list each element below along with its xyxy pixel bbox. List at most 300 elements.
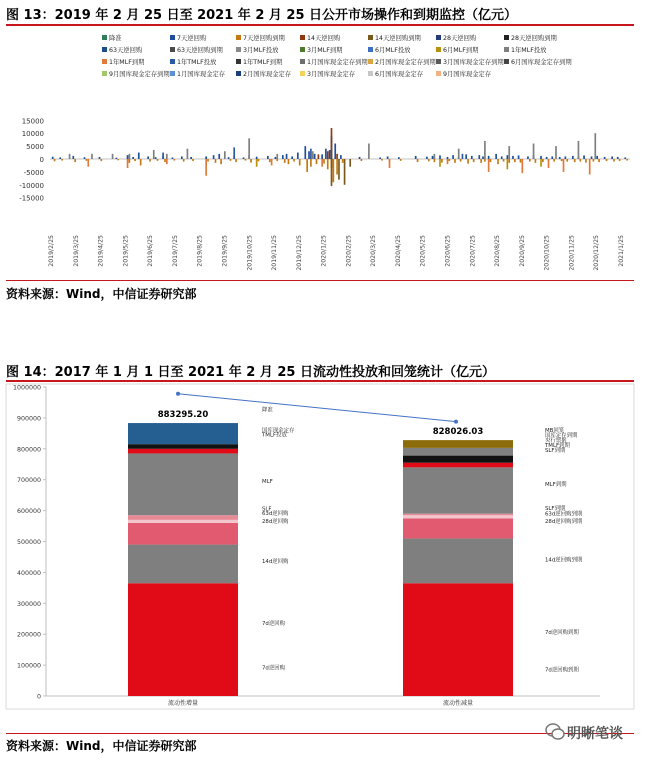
annotation-right: 7d逆回购到期 <box>545 630 579 637</box>
bar-7天逆回购 <box>501 156 503 159</box>
bar-7天逆回购 <box>478 155 480 159</box>
x-tick-label: 2019/3/25 <box>72 235 80 267</box>
legend-label: 7天逆回购 <box>177 35 207 42</box>
bar-7天逆回购 <box>604 157 606 159</box>
bar-7天逆回购 <box>559 157 561 159</box>
x-tick-label: 2019/8/25 <box>196 235 204 267</box>
bar-6月MLF到期 <box>507 159 509 169</box>
annotation-right: SLF到期 <box>545 505 566 512</box>
annotation-right: 国库定存到期 <box>545 433 578 440</box>
bar-7天逆回购 <box>591 156 593 159</box>
bar-7天逆回购到期 <box>613 159 615 162</box>
legend-swatch <box>368 59 373 64</box>
bar-7天逆回购到期 <box>192 159 194 161</box>
bar-7天逆回购到期 <box>598 159 600 162</box>
bar-7天逆回购到期 <box>164 159 166 162</box>
figure-14-bars <box>128 392 513 707</box>
bar-7天逆回购 <box>527 156 529 159</box>
bar-7天逆回购到期 <box>306 159 308 172</box>
x-tick-label: 2019/9/25 <box>221 235 229 267</box>
bar-1年TMLF投放 <box>462 154 464 159</box>
bar-7天逆回购到期 <box>542 159 544 162</box>
bar-7天逆回购 <box>452 155 454 159</box>
bar-7天逆回购到期 <box>514 159 516 162</box>
bar-7天逆回购到期 <box>467 159 469 164</box>
bar-7天逆回购 <box>321 154 323 159</box>
bar-7天逆回购到期 <box>220 159 222 164</box>
stack-TMLF到期 <box>403 463 513 468</box>
bar-7天逆回购 <box>624 157 626 159</box>
stack-MLF到期 <box>403 467 513 513</box>
annotation-right: MLF到期 <box>545 481 567 488</box>
annotation-right: 7d逆回购到期 <box>545 667 579 674</box>
bar-7天逆回购到期 <box>566 159 568 162</box>
bar-7天逆回购 <box>314 154 316 159</box>
bar-7天逆回购到期 <box>61 159 63 161</box>
bar-7天逆回购到期 <box>327 159 329 169</box>
bar-7天逆回购 <box>359 157 361 159</box>
bar-7天逆回购到期 <box>585 159 587 163</box>
figure-14-title: 图 14：2017 年 1 月 1 日至 2021 年 2 月 25 日流动性投放和回笼统计（亿元） <box>6 365 495 380</box>
bar-7天逆回购到期 <box>235 159 237 162</box>
legend-label: 1年MLF到期 <box>109 59 145 66</box>
bar-1年MLF投放 <box>594 133 596 159</box>
bar-7天逆回购 <box>190 157 192 159</box>
bar-7天逆回购 <box>205 156 207 159</box>
bar-1年MLF投放 <box>508 146 510 159</box>
legend-label: 3月MLF投放 <box>243 47 279 54</box>
bar-1年MLF到期 <box>127 159 129 168</box>
bar-7天逆回购到期 <box>140 159 142 165</box>
legend-label: 1年TMLF到期 <box>243 59 283 66</box>
bar-7天逆回购到期 <box>293 159 295 162</box>
legend-swatch <box>300 59 305 64</box>
bar-7天逆回购 <box>512 156 514 159</box>
y-tick-label: 800000 <box>16 446 41 454</box>
x-tick-label: 2020/3/25 <box>370 235 378 267</box>
figure-13-title: 图 13：2019 年 2 月 25 日至 2021 年 2 月 25 日公开市场操作和到期监控（亿元） <box>6 8 518 23</box>
bar-7天逆回购 <box>155 157 157 159</box>
figure-13-bars <box>52 128 628 186</box>
bar-7天逆回购到期 <box>74 159 76 162</box>
legend-label: 9月国库现金定存 <box>443 71 492 78</box>
trend-line <box>178 394 456 422</box>
bar-1年MLF投放 <box>555 146 557 159</box>
bar-7天逆回购到期 <box>606 159 608 161</box>
legend-swatch <box>236 71 241 76</box>
bar-7天逆回购到期 <box>284 159 286 163</box>
bar-14天逆回购到期 <box>338 159 340 180</box>
bar-1年TMLF投放 <box>233 147 235 159</box>
bar-7天逆回购 <box>99 157 101 159</box>
annotation-left: TMLF投放 <box>262 432 287 439</box>
bar-7天逆回购 <box>325 149 327 159</box>
bar-7天逆回购 <box>59 157 61 159</box>
legend-label: 9月国库现金定存到期 <box>109 71 170 78</box>
figure-13-chart <box>0 28 656 286</box>
bar-7天逆回购到期 <box>230 159 232 161</box>
bar-7天逆回购 <box>415 156 417 159</box>
bar-7天逆回购 <box>308 151 310 159</box>
x-tick-label: 2019/5/25 <box>122 235 130 267</box>
bar-1年MLF投放 <box>312 151 314 159</box>
legend-swatch <box>504 59 509 64</box>
legend-swatch <box>102 71 107 76</box>
bar-1年MLF投放 <box>484 141 486 159</box>
y-tick-label: 400000 <box>16 569 41 577</box>
legend-label: 2月国库现金定存到期 <box>375 59 436 66</box>
bar-7天逆回购到期 <box>86 159 88 161</box>
bar-7天逆回购到期 <box>626 159 628 161</box>
bar-1年TMLF投放 <box>310 149 312 159</box>
bar-1年MLF投放 <box>276 154 278 159</box>
bar-14天逆回购 <box>318 154 320 159</box>
y-tick-label: 100000 <box>16 662 41 670</box>
bar-7天逆回购到期 <box>269 159 271 162</box>
legend-swatch <box>300 35 305 40</box>
bar-7天逆回购 <box>596 156 598 159</box>
bar-7天逆回购 <box>213 155 215 159</box>
bar-7天逆回购到期 <box>529 159 531 162</box>
bar-7天逆回购到期 <box>117 159 119 160</box>
bar-7天逆回购到期 <box>480 159 482 163</box>
bar-1年MLF投放 <box>129 154 131 159</box>
bar-7天逆回购 <box>379 157 381 159</box>
legend-swatch <box>102 35 107 40</box>
stack-63d逆回购到期 <box>403 515 513 518</box>
annotation-right: SLF到期 <box>545 447 566 454</box>
category-label: 流动性增量 <box>167 700 199 707</box>
bar-7天逆回购到期 <box>54 159 56 161</box>
legend-label: 6月MLF投放 <box>375 47 411 54</box>
bar-7天逆回购到期 <box>473 159 475 162</box>
bar-7天逆回购 <box>617 157 619 159</box>
bar-7天逆回购 <box>551 156 553 159</box>
stack-国库现金定存 <box>128 444 238 449</box>
legend-swatch <box>504 47 509 52</box>
legend-label: 14天逆回购到期 <box>375 35 421 42</box>
legend-label: 28天逆回购 <box>443 35 477 42</box>
legend-label: 2月国库现金定存 <box>243 71 292 78</box>
bar-7天逆回购 <box>583 155 585 159</box>
stack-7d逆回购到期 <box>403 583 513 696</box>
bar-7天逆回购 <box>115 158 117 159</box>
bar-1年MLF到期 <box>563 159 565 172</box>
bar-1年MLF到期 <box>488 159 490 172</box>
bar-7天逆回购到期 <box>441 159 443 163</box>
stack-7d逆回购 <box>128 583 238 696</box>
bar-7天逆回购到期 <box>574 159 576 162</box>
figure-13-x-axis <box>48 235 625 271</box>
bar-7天逆回购 <box>297 153 299 159</box>
bar-1年MLF到期 <box>521 159 523 173</box>
bar-1年MLF到期 <box>589 159 591 174</box>
bar-7天逆回购到期 <box>361 159 363 161</box>
bar-14天逆回购到期 <box>349 159 351 167</box>
legend-swatch <box>300 71 305 76</box>
bar-7天逆回购到期 <box>619 159 621 161</box>
y-tick-label: -15000 <box>19 194 44 203</box>
stack-SLF <box>128 515 238 520</box>
bar-7天逆回购到期 <box>215 159 217 163</box>
legend-swatch <box>236 59 241 64</box>
bar-7天逆回购到期 <box>497 159 499 164</box>
bar-7天逆回购到期 <box>316 159 318 164</box>
x-tick-label: 2019/10/25 <box>246 235 254 271</box>
figure-13-source: 资料来源：Wind，中信证券研究部 <box>6 287 197 301</box>
total-label: 883295.20 <box>157 410 209 421</box>
bar-6月MLF到期 <box>540 159 542 167</box>
bar-1年MLF到期 <box>447 159 449 164</box>
bar-7天逆回购到期 <box>520 159 522 163</box>
bar-7天逆回购到期 <box>561 159 563 161</box>
figure-14-source-rule <box>6 733 634 734</box>
annotation-left: 7d逆回购 <box>262 620 286 627</box>
bar-7天逆回购到期 <box>428 159 430 161</box>
trend-point <box>454 420 458 424</box>
bar-7天逆回购 <box>84 157 86 159</box>
y-tick-label: 200000 <box>16 631 41 639</box>
bar-7天逆回购 <box>465 154 467 159</box>
bar-7天逆回购 <box>72 156 74 159</box>
bar-7天逆回购到期 <box>323 159 325 164</box>
legend-label: 7天逆回购到期 <box>243 35 285 42</box>
legend-swatch <box>236 35 241 40</box>
bar-7天逆回购 <box>147 156 149 159</box>
bar-7天逆回购到期 <box>417 159 419 162</box>
bar-14天逆回购 <box>327 151 329 159</box>
bar-7天逆回购 <box>304 146 306 159</box>
bar-7天逆回购 <box>471 156 473 159</box>
bar-7天逆回购到期 <box>173 159 175 161</box>
bar-7天逆回购 <box>507 155 509 159</box>
y-tick-label: 0 <box>36 693 41 701</box>
bar-1年MLF投放 <box>533 144 535 159</box>
bar-7天逆回购到期 <box>183 159 185 162</box>
bar-7天逆回购 <box>228 157 230 159</box>
y-tick-label: 900000 <box>16 415 41 423</box>
bar-1年MLF到期 <box>389 159 391 168</box>
bar-1年MLF投放 <box>224 151 226 159</box>
annotation-left: SLF <box>262 506 272 513</box>
bar-1年MLF投放 <box>91 154 93 159</box>
legend-swatch <box>170 71 175 76</box>
bar-7天逆回购到期 <box>336 159 338 174</box>
figure-14-source: 资料来源：Wind，中信证券研究部 <box>6 739 197 753</box>
bar-7天逆回购 <box>518 155 520 159</box>
stack-TMLF投放 <box>128 449 238 454</box>
bar-1年MLF投放 <box>434 154 436 159</box>
bar-14天逆回购 <box>331 128 333 159</box>
bar-7天逆回购到期 <box>381 159 383 161</box>
x-tick-label: 2020/10/25 <box>543 235 551 271</box>
x-tick-label: 2020/1/25 <box>320 235 328 267</box>
y-tick-label: 0 <box>39 156 44 164</box>
legend-swatch <box>170 47 175 52</box>
annotation-left: 降准 <box>262 407 273 414</box>
stack-央行票据 <box>403 456 513 463</box>
bar-1年MLF投放 <box>153 150 155 159</box>
bar-7天逆回购到期 <box>207 159 209 162</box>
bar-7天逆回购到期 <box>101 159 103 161</box>
x-tick-label: 2020/7/25 <box>469 235 477 267</box>
watermark <box>545 722 645 744</box>
x-tick-label: 2020/9/25 <box>518 235 526 267</box>
legend-swatch <box>170 35 175 40</box>
watermark-text: 明晰笔谈 <box>567 726 623 742</box>
annotation-left: 国库现金定存 <box>262 427 295 434</box>
legend-label: 63天逆回购 <box>109 47 143 54</box>
legend-swatch <box>368 47 373 52</box>
legend-label: 3月国库现金定存到期 <box>443 59 504 66</box>
total-label: 828026.03 <box>432 427 484 438</box>
bar-7天逆回购到期 <box>503 159 505 162</box>
bar-7天逆回购 <box>540 156 542 159</box>
figure-14-chart <box>0 382 656 712</box>
bar-7天逆回购到期 <box>535 159 537 163</box>
bar-7天逆回购 <box>172 157 174 159</box>
figure-13-legend <box>102 33 572 78</box>
y-tick-label: 15000 <box>21 117 44 126</box>
bar-7天逆回购 <box>482 156 484 159</box>
legend-label: 28天逆回购到期 <box>511 35 557 42</box>
bar-7天逆回购到期 <box>333 159 335 182</box>
annotation-right: 63d逆回购到期 <box>545 511 583 518</box>
stack-SLF到期 <box>403 514 513 516</box>
bar-7天逆回购 <box>611 156 613 159</box>
bar-7天逆回购 <box>267 156 269 159</box>
legend-label: 3月MLF到期 <box>307 47 343 54</box>
legend-label: 6月国库现金定存到期 <box>511 59 572 66</box>
legend-label: 3月国库现金定存 <box>307 71 356 78</box>
annotation-left: 7d逆回购 <box>262 665 286 672</box>
bar-7天逆回购到期 <box>129 159 131 163</box>
y-tick-label: 5000 <box>26 143 44 152</box>
bar-7天逆回购 <box>132 157 134 159</box>
legend-swatch <box>504 35 509 40</box>
legend-swatch <box>300 47 305 52</box>
legend-swatch <box>436 35 441 40</box>
bar-7天逆回购到期 <box>593 159 595 162</box>
stack-降准 <box>128 423 238 444</box>
legend-label: 1年MLF投放 <box>511 47 547 54</box>
bar-14天逆回购 <box>336 154 338 159</box>
legend-swatch <box>368 35 373 40</box>
bar-7天逆回购 <box>282 155 284 159</box>
bar-7天逆回购到期 <box>134 159 136 161</box>
y-tick-label: 300000 <box>16 600 41 608</box>
bar-7天逆回购到期 <box>299 159 301 165</box>
x-tick-label: 2020/5/25 <box>419 235 427 267</box>
bar-7天逆回购到期 <box>310 159 312 167</box>
bar-7天逆回购 <box>340 155 342 159</box>
legend-label: 6月国库现金定存 <box>375 71 424 78</box>
y-tick-label: 10000 <box>21 130 44 139</box>
bar-7天逆回购 <box>138 153 140 159</box>
annotation-right: 28d逆回购到期 <box>545 518 583 525</box>
bar-7天逆回购到期 <box>454 159 456 163</box>
category-label: 流动性减量 <box>442 700 474 707</box>
bar-1年MLF到期 <box>87 159 89 167</box>
bar-7天逆回购 <box>495 154 497 159</box>
bar-6月MLF到期 <box>439 159 441 167</box>
annotation-right: 央行票据 <box>545 438 567 445</box>
bar-1年MLF到期 <box>321 159 323 167</box>
x-tick-label: 2019/2/25 <box>48 235 55 267</box>
bar-7天逆回购到期 <box>288 159 290 164</box>
bar-7天逆回购 <box>329 150 331 159</box>
bar-7天逆回购 <box>447 157 449 159</box>
annotation-right: TMLF到期 <box>545 442 570 449</box>
x-tick-label: 2019/4/25 <box>97 235 105 267</box>
legend-label: 降准 <box>109 35 122 42</box>
bar-7天逆回购 <box>572 156 574 159</box>
bar-7天逆回购 <box>291 156 293 159</box>
figure-13-source-rule <box>6 280 634 281</box>
bar-7天逆回购到期 <box>276 159 278 161</box>
annotation-right: 14d逆回购到期 <box>545 557 583 564</box>
figure-13-rule <box>6 24 634 26</box>
bar-7天逆回购 <box>488 156 490 159</box>
stack-28d逆回购到期 <box>403 518 513 538</box>
bar-1年MLF到期 <box>205 159 207 176</box>
x-tick-label: 2019/11/25 <box>271 235 278 271</box>
x-tick-label: 2020/4/25 <box>395 235 402 267</box>
bar-7天逆回购 <box>218 154 220 159</box>
legend-label: 14天逆回购 <box>307 35 341 42</box>
x-tick-label: 2020/6/25 <box>444 235 452 267</box>
bar-1年MLF投放 <box>112 154 114 159</box>
y-tick-label: 1000000 <box>12 384 41 392</box>
stack-63d逆回购 <box>128 520 238 523</box>
legend-label: 1月国库现金定存 <box>177 71 226 78</box>
annotation-left: 63d逆回购 <box>262 511 289 518</box>
x-tick-label: 2020/12/25 <box>593 235 601 271</box>
bar-7天逆回购到期 <box>508 159 510 163</box>
y-tick-label: 700000 <box>16 477 41 485</box>
bar-7天逆回购到期 <box>434 159 436 162</box>
figure-14-frame <box>6 384 634 709</box>
bar-1年MLF投放 <box>69 154 71 159</box>
bar-7天逆回购到期 <box>245 159 247 161</box>
bar-7天逆回购到期 <box>157 159 159 161</box>
bar-7天逆回购到期 <box>250 159 252 163</box>
annotation-left: 28d逆回购 <box>262 518 289 525</box>
bar-14天逆回购到期 <box>331 159 333 186</box>
bar-7天逆回购到期 <box>484 159 486 162</box>
trend-point <box>176 392 180 396</box>
stack-14d逆回购 <box>128 545 238 584</box>
bar-7天逆回购 <box>181 156 183 159</box>
bar-7天逆回购到期 <box>553 159 555 162</box>
wechat-icon <box>545 722 565 742</box>
stack-MLF <box>128 453 238 515</box>
bar-7天逆回购到期 <box>490 159 492 162</box>
bar-7天逆回购 <box>286 154 288 159</box>
bar-7天逆回购 <box>334 144 336 159</box>
bar-1年MLF投放 <box>368 144 370 159</box>
legend-label: 1年TMLF投放 <box>177 59 217 66</box>
bar-1年MLF投放 <box>166 154 168 159</box>
bar-7天逆回购到期 <box>579 159 581 162</box>
bar-1年MLF投放 <box>248 138 250 159</box>
bar-7天逆回购 <box>439 155 441 159</box>
y-tick-label: 500000 <box>16 539 41 546</box>
annotation-left: MLF <box>262 478 273 485</box>
y-tick-label: -10000 <box>19 181 44 190</box>
annotation-left: 14d逆回购 <box>262 559 289 566</box>
bar-7天逆回购到期 <box>149 159 151 162</box>
